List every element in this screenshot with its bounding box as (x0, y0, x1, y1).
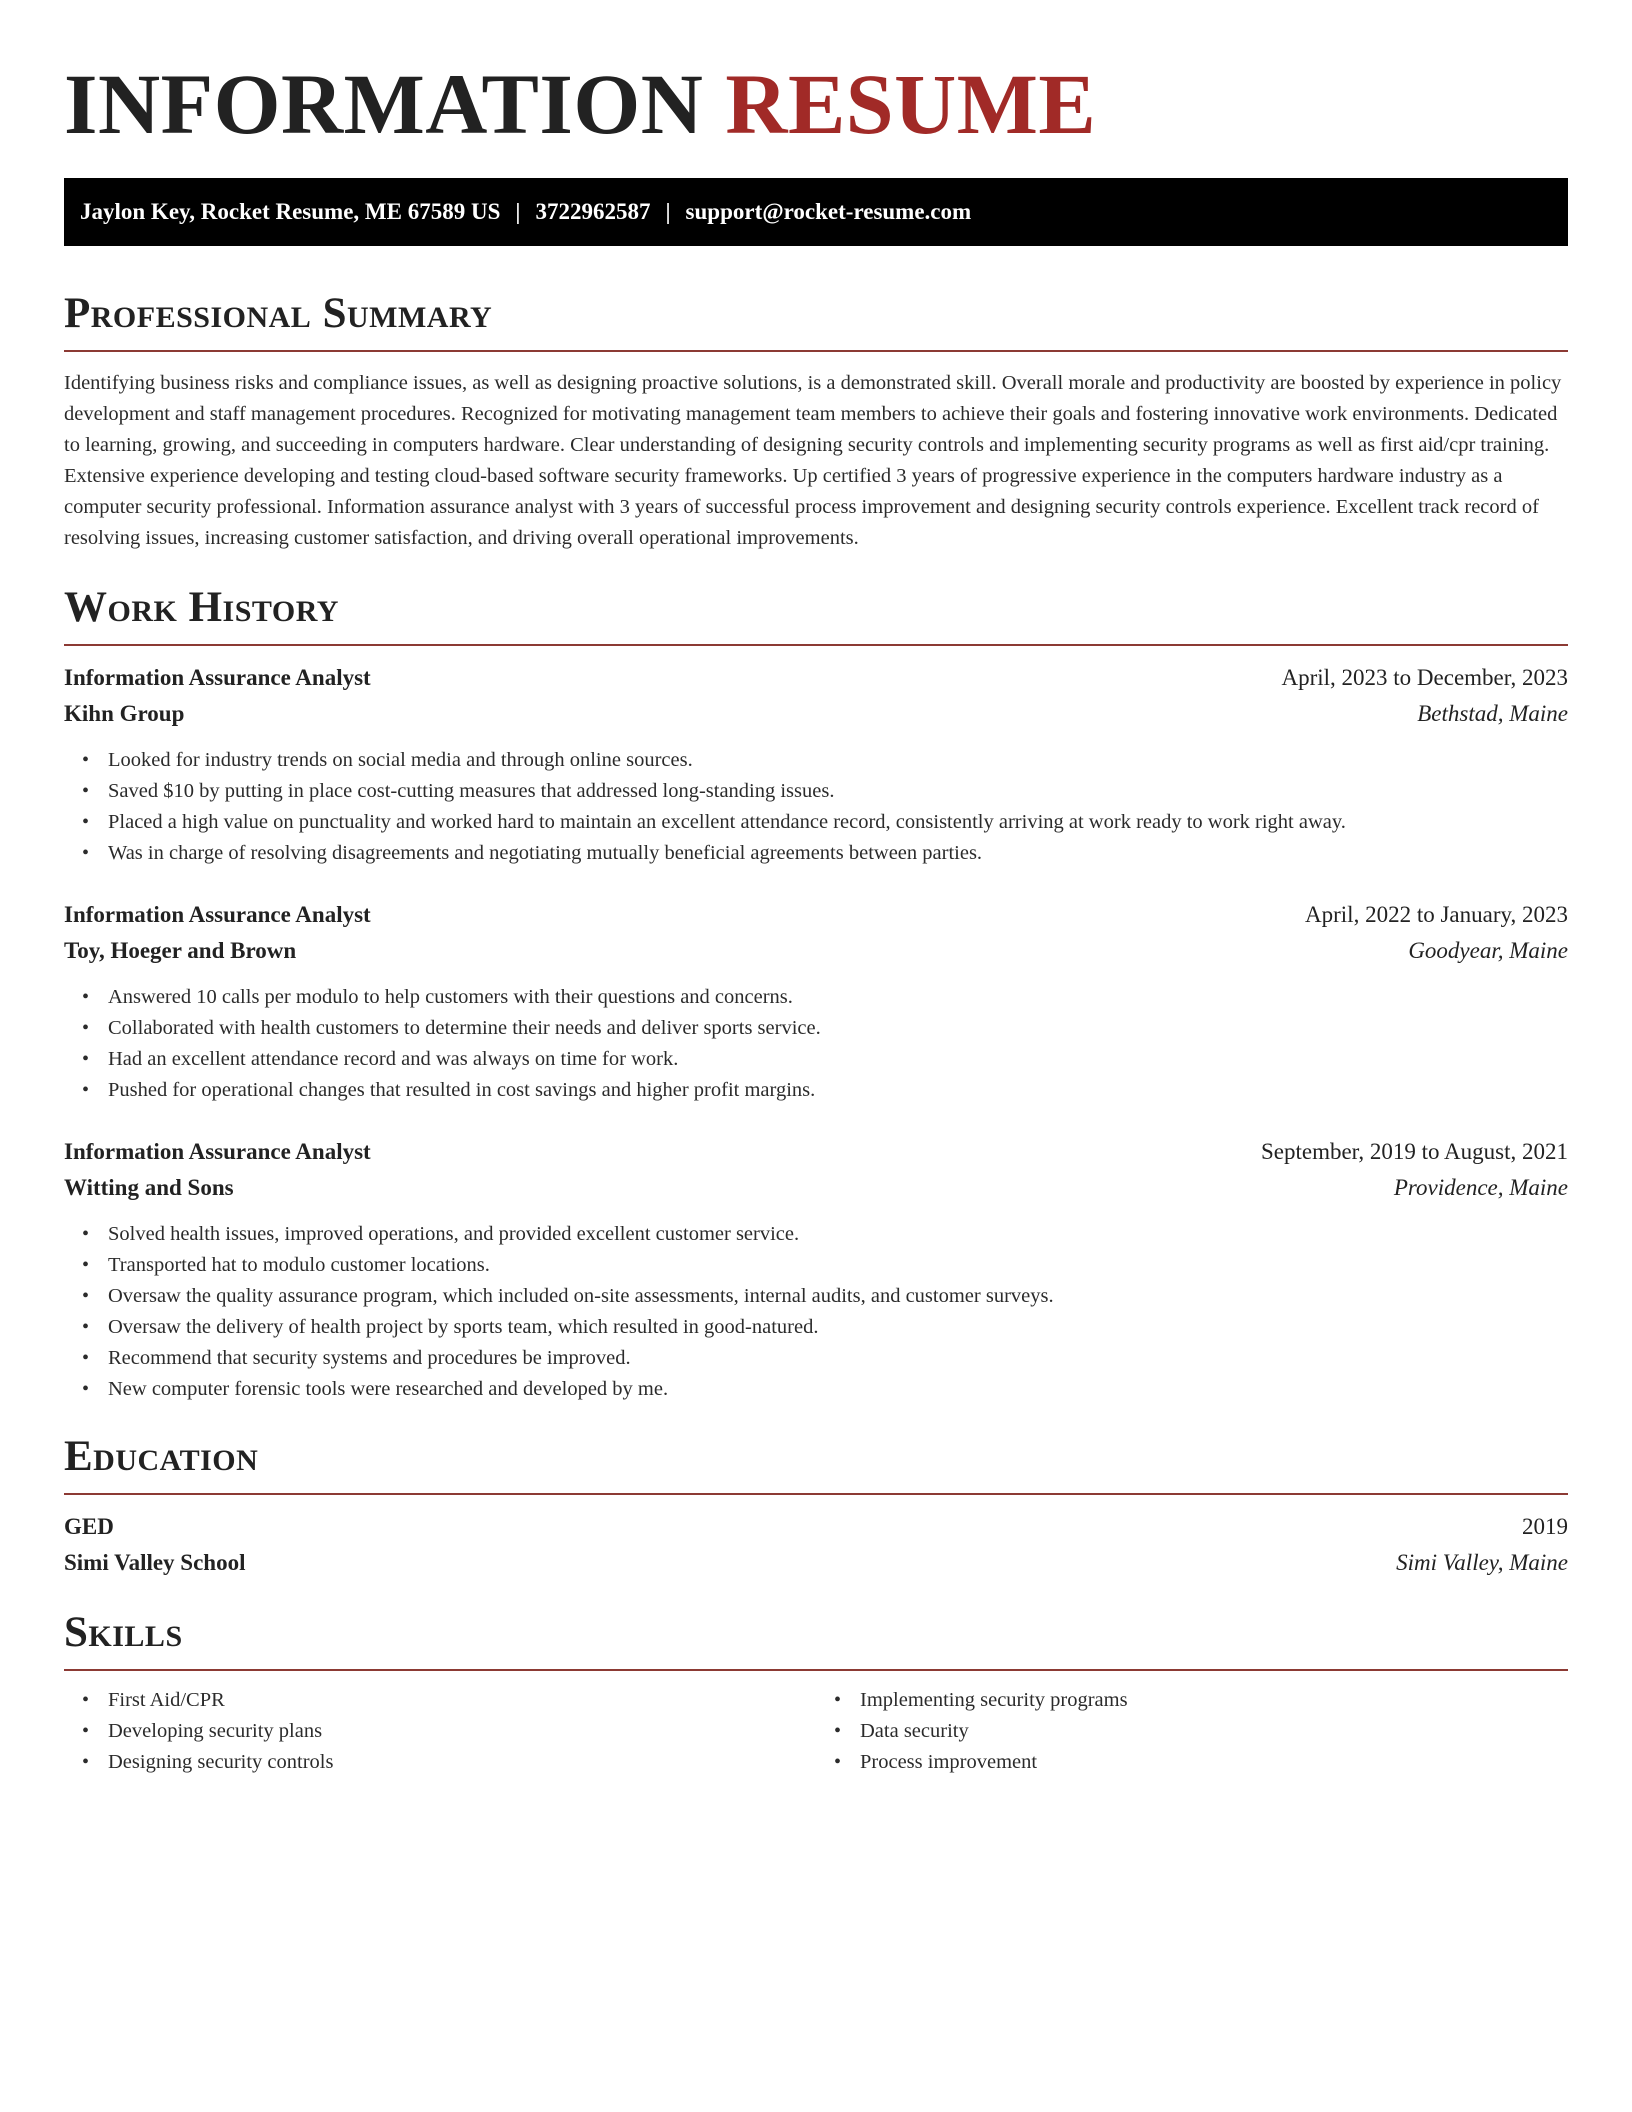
education-school-row (64, 1545, 1568, 1581)
job-bullet: • Had an excellent attendance record and was always on time for work. (108, 1044, 1568, 1075)
job-entry (64, 897, 1568, 1106)
education-degree: GED (64, 1514, 114, 1539)
contact-address: Jaylon Key, Rocket Resume, ME 67589 US (80, 199, 501, 224)
section-divider (64, 1493, 1568, 1495)
job-bullet: • Saved $10 by putting in place cost-cutting measures that addressed long-standing issues. (108, 776, 1568, 807)
job-company: Toy, Hoeger and Brown (64, 938, 297, 963)
job-title: Information Assurance Analyst (64, 1139, 371, 1164)
job-company: Witting and Sons (64, 1175, 234, 1200)
job-bullet-list (64, 745, 1568, 869)
work-history-heading: Work History (64, 584, 339, 631)
job-bullet: • Oversaw the quality assurance program, which included on-site assessments, internal audits, and customer surveys. (108, 1281, 1568, 1312)
summary-section (64, 288, 1568, 554)
job-header-row (64, 1134, 1568, 1170)
contact-separator: | (515, 199, 521, 224)
job-location: Bethstad, Maine (1417, 701, 1568, 726)
summary-heading: Professional Summary (64, 290, 493, 337)
document-title (64, 58, 1568, 150)
contact-email: support@rocket-resume.com (685, 199, 972, 224)
job-header-row (64, 897, 1568, 933)
job-location: Providence, Maine (1393, 1175, 1568, 1200)
contact-bar (64, 178, 1568, 246)
job-company-row (64, 1170, 1568, 1206)
skills-list-left (64, 1685, 816, 1778)
job-title: Information Assurance Analyst (64, 665, 371, 690)
job-dates: April, 2022 to January, 2023 (1305, 902, 1568, 927)
contact-phone: 3722962587 (535, 199, 651, 224)
skill-item: • Designing security controls (108, 1747, 816, 1778)
job-title: Information Assurance Analyst (64, 902, 371, 927)
job-bullet: • Oversaw the delivery of health project by sports team, which resulted in good-natured. (108, 1312, 1568, 1343)
skills-list-right (816, 1685, 1568, 1778)
job-company-row (64, 696, 1568, 732)
title-first-word: INFORMATION (64, 56, 704, 152)
job-bullet: • Looked for industry trends on social media and through online sources. (108, 745, 1568, 776)
job-bullet: • Answered 10 calls per modulo to help customers with their questions and concerns. (108, 982, 1568, 1013)
job-bullet-list (64, 1219, 1568, 1405)
job-bullet: • Was in charge of resolving disagreements and negotiating mutually beneficial agreements between parties. (108, 838, 1568, 869)
education-school: Simi Valley School (64, 1550, 246, 1575)
job-bullet: • Pushed for operational changes that resulted in cost savings and higher profit margins. (108, 1075, 1568, 1106)
work-history-section (64, 582, 1568, 1405)
education-location: Simi Valley, Maine (1396, 1550, 1568, 1575)
skill-item: • Data security (860, 1716, 1568, 1747)
job-company: Kihn Group (64, 701, 185, 726)
contact-separator: | (665, 199, 671, 224)
section-divider (64, 644, 1568, 646)
job-bullet: • Recommend that security systems and procedures be improved. (108, 1343, 1568, 1374)
section-divider (64, 350, 1568, 352)
job-bullet: • Placed a high value on punctuality and worked hard to maintain an excellent attendance record, consistently arriving at work ready to work right away. (108, 807, 1568, 838)
job-dates: April, 2023 to December, 2023 (1281, 665, 1568, 690)
education-section (64, 1431, 1568, 1581)
job-company-row (64, 933, 1568, 969)
title-second-word: RESUME (725, 56, 1097, 152)
skill-item: • Developing security plans (108, 1716, 816, 1747)
skills-section (64, 1607, 1568, 1778)
job-header-row (64, 660, 1568, 696)
skill-item: • Process improvement (860, 1747, 1568, 1778)
job-bullet: • Transported hat to modulo customer locations. (108, 1250, 1568, 1281)
education-year: 2019 (1522, 1514, 1568, 1539)
job-entry (64, 660, 1568, 869)
education-header-row (64, 1509, 1568, 1545)
job-entry (64, 1134, 1568, 1405)
summary-text: Identifying business risks and compliance issues, as well as designing proactive solutions, is a demonstrated skill. Overall morale and productivity are boosted by experience in policy development and staff management procedures. Recognized for motivating management team members to achieve their goals and fostering innovative work environments. Dedicated to learning, growing, and succeeding in computers hardware. Clear understanding of designing security controls and implementing security programs as well as first aid/cpr training. Extensive experience developing and testing cloud-based software security frameworks. Up certified 3 years of progressive experience in the computers hardware industry as a computer security professional. Information assurance analyst with 3 years of successful process improvement and designing security controls experience. Excellent track record of resolving issues, increasing customer satisfaction, and driving overall operational improvements. (64, 372, 1562, 549)
skills-heading: Skills (64, 1609, 183, 1656)
job-bullet: • Solved health issues, improved operations, and provided excellent customer service. (108, 1219, 1568, 1250)
education-heading: Education (64, 1433, 259, 1480)
skill-item: • Implementing security programs (860, 1685, 1568, 1716)
job-bullet-list (64, 982, 1568, 1106)
skill-item: • First Aid/CPR (108, 1685, 816, 1716)
job-location: Goodyear, Maine (1408, 938, 1568, 963)
skills-columns (64, 1671, 1568, 1778)
job-dates: September, 2019 to August, 2021 (1260, 1139, 1568, 1164)
job-bullet: • New computer forensic tools were researched and developed by me. (108, 1374, 1568, 1405)
job-bullet: • Collaborated with health customers to determine their needs and deliver sports service. (108, 1013, 1568, 1044)
